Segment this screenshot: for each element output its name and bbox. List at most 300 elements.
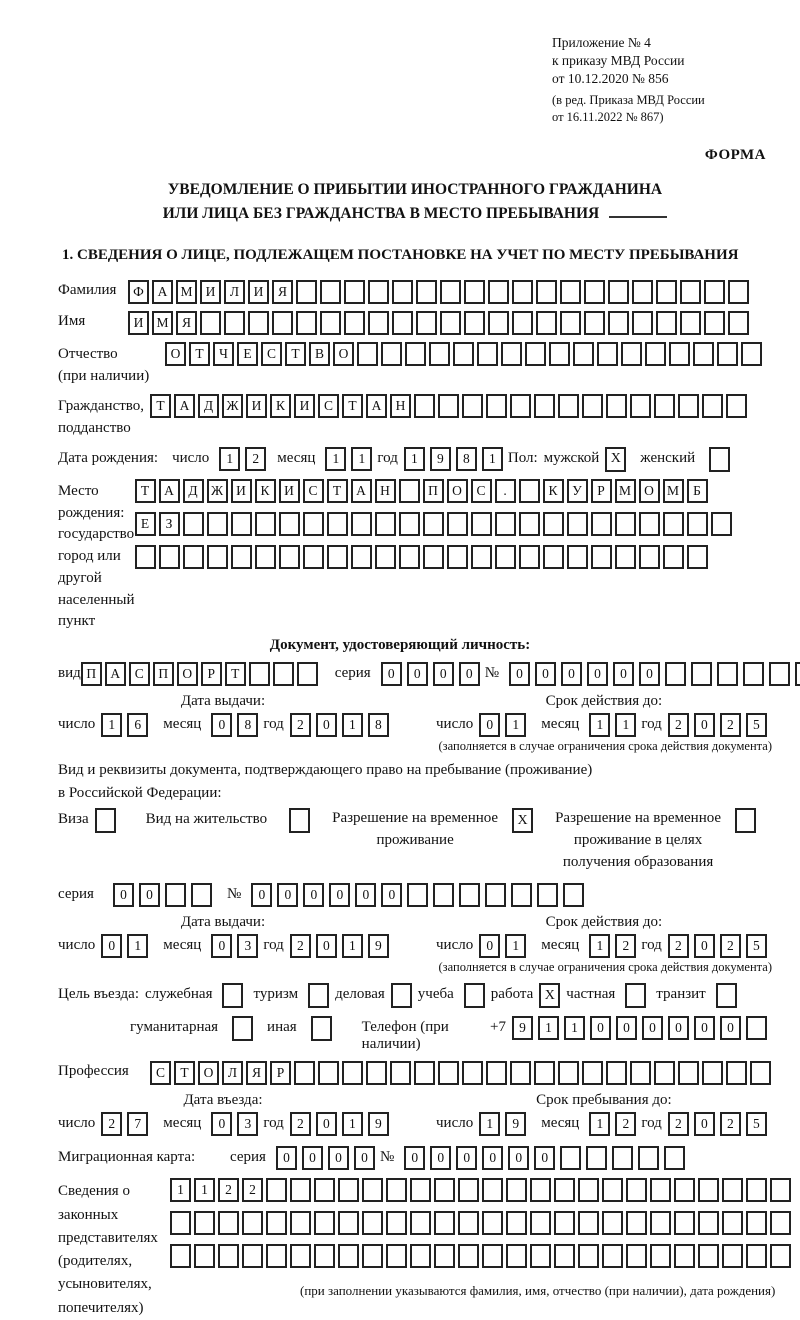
form-char-cell[interactable]: Я xyxy=(272,280,293,304)
form-char-cell[interactable] xyxy=(399,479,420,503)
form-char-cell[interactable]: Ч xyxy=(213,342,234,366)
form-char-cell[interactable]: Т xyxy=(327,479,348,503)
form-char-cell[interactable]: 2 xyxy=(720,934,741,958)
form-char-cell[interactable]: И xyxy=(200,280,221,304)
form-char-cell[interactable] xyxy=(410,1211,431,1235)
form-char-cell[interactable]: 0 xyxy=(479,713,500,737)
form-char-cell[interactable] xyxy=(750,1061,771,1085)
form-char-cell[interactable]: О xyxy=(447,479,468,503)
form-char-cell[interactable]: 0 xyxy=(642,1016,663,1040)
form-char-cell[interactable] xyxy=(525,342,546,366)
form-char-cell[interactable]: Л xyxy=(224,280,245,304)
form-char-cell[interactable]: Р xyxy=(201,662,222,686)
form-char-cell[interactable]: 2 xyxy=(720,1112,741,1136)
form-char-cell[interactable] xyxy=(717,662,738,686)
form-char-cell[interactable]: 1 xyxy=(127,934,148,958)
form-char-cell[interactable]: 0 xyxy=(459,662,480,686)
form-char-cell[interactable] xyxy=(530,1211,551,1235)
form-char-cell[interactable]: 2 xyxy=(668,934,689,958)
form-char-cell[interactable]: 0 xyxy=(404,1146,425,1170)
form-char-cell[interactable]: 0 xyxy=(407,662,428,686)
form-char-cell[interactable]: 0 xyxy=(113,883,134,907)
form-char-cell[interactable]: 1 xyxy=(170,1178,191,1202)
form-char-cell[interactable] xyxy=(362,1244,383,1268)
form-char-cell[interactable] xyxy=(458,1244,479,1268)
form-char-cell[interactable] xyxy=(693,342,714,366)
form-char-cell[interactable]: 8 xyxy=(368,713,389,737)
form-char-cell[interactable] xyxy=(554,1244,575,1268)
form-char-cell[interactable] xyxy=(597,342,618,366)
form-char-cell[interactable] xyxy=(645,342,666,366)
form-char-cell[interactable] xyxy=(534,394,555,418)
form-char-cell[interactable] xyxy=(506,1178,527,1202)
form-char-cell[interactable] xyxy=(698,1244,719,1268)
form-char-cell[interactable] xyxy=(663,545,684,569)
form-char-cell[interactable]: С xyxy=(471,479,492,503)
form-char-cell[interactable] xyxy=(249,662,270,686)
form-char-cell[interactable] xyxy=(591,512,612,536)
form-char-cell[interactable] xyxy=(506,1244,527,1268)
form-char-cell[interactable]: 0 xyxy=(430,1146,451,1170)
form-char-cell[interactable] xyxy=(488,311,509,335)
form-char-cell[interactable]: 0 xyxy=(535,662,556,686)
form-char-cell[interactable] xyxy=(602,1244,623,1268)
form-char-cell[interactable] xyxy=(486,1061,507,1085)
form-char-cell[interactable] xyxy=(338,1211,359,1235)
form-char-cell[interactable] xyxy=(626,1244,647,1268)
form-char-cell[interactable] xyxy=(511,883,532,907)
form-char-cell[interactable]: 0 xyxy=(303,883,324,907)
form-char-cell[interactable] xyxy=(543,545,564,569)
form-char-cell[interactable]: Д xyxy=(183,479,204,503)
form-char-cell[interactable]: И xyxy=(248,280,269,304)
form-char-cell[interactable] xyxy=(621,342,642,366)
form-char-cell[interactable]: 0 xyxy=(639,662,660,686)
form-char-cell[interactable] xyxy=(294,1061,315,1085)
form-char-cell[interactable]: 0 xyxy=(139,883,160,907)
form-char-cell[interactable] xyxy=(578,1211,599,1235)
form-char-cell[interactable]: 2 xyxy=(668,1112,689,1136)
form-char-cell[interactable] xyxy=(362,1178,383,1202)
form-char-cell[interactable] xyxy=(680,280,701,304)
form-char-cell[interactable] xyxy=(728,280,749,304)
form-char-cell[interactable] xyxy=(746,1016,767,1040)
form-char-cell[interactable]: А xyxy=(105,662,126,686)
form-char-cell[interactable]: 0 xyxy=(508,1146,529,1170)
form-char-cell[interactable]: 8 xyxy=(237,713,258,737)
purpose-work-checkbox[interactable]: X xyxy=(539,983,560,1008)
form-char-cell[interactable] xyxy=(344,311,365,335)
form-char-cell[interactable] xyxy=(392,311,413,335)
form-char-cell[interactable] xyxy=(386,1244,407,1268)
form-char-cell[interactable] xyxy=(554,1211,575,1235)
form-char-cell[interactable]: З xyxy=(159,512,180,536)
form-char-cell[interactable] xyxy=(510,394,531,418)
form-char-cell[interactable] xyxy=(399,545,420,569)
form-char-cell[interactable]: А xyxy=(351,479,372,503)
form-char-cell[interactable] xyxy=(447,545,468,569)
form-char-cell[interactable] xyxy=(434,1211,455,1235)
form-char-cell[interactable] xyxy=(327,545,348,569)
form-char-cell[interactable] xyxy=(433,883,454,907)
form-char-cell[interactable]: П xyxy=(81,662,102,686)
form-char-cell[interactable]: 1 xyxy=(325,447,346,471)
form-char-cell[interactable] xyxy=(639,545,660,569)
form-char-cell[interactable] xyxy=(558,1061,579,1085)
form-char-cell[interactable]: 0 xyxy=(316,713,337,737)
form-char-cell[interactable] xyxy=(318,1061,339,1085)
form-char-cell[interactable] xyxy=(650,1178,671,1202)
form-char-cell[interactable] xyxy=(726,1061,747,1085)
form-char-cell[interactable] xyxy=(678,394,699,418)
form-char-cell[interactable] xyxy=(495,512,516,536)
form-char-cell[interactable] xyxy=(486,394,507,418)
form-char-cell[interactable]: Н xyxy=(390,394,411,418)
form-char-cell[interactable]: С xyxy=(150,1061,171,1085)
form-char-cell[interactable] xyxy=(381,342,402,366)
form-char-cell[interactable] xyxy=(591,545,612,569)
form-char-cell[interactable] xyxy=(290,1211,311,1235)
form-char-cell[interactable]: 1 xyxy=(101,713,122,737)
form-char-cell[interactable] xyxy=(231,545,252,569)
form-char-cell[interactable]: 2 xyxy=(218,1178,239,1202)
form-char-cell[interactable]: 1 xyxy=(479,1112,500,1136)
form-char-cell[interactable]: 1 xyxy=(505,934,526,958)
form-char-cell[interactable] xyxy=(536,311,557,335)
form-char-cell[interactable]: 1 xyxy=(589,1112,610,1136)
form-char-cell[interactable]: 2 xyxy=(101,1112,122,1136)
form-char-cell[interactable]: 2 xyxy=(242,1178,263,1202)
form-char-cell[interactable]: Л xyxy=(222,1061,243,1085)
form-char-cell[interactable]: С xyxy=(318,394,339,418)
form-char-cell[interactable] xyxy=(453,342,474,366)
form-char-cell[interactable]: 0 xyxy=(381,662,402,686)
form-char-cell[interactable] xyxy=(207,545,228,569)
form-char-cell[interactable] xyxy=(368,311,389,335)
form-char-cell[interactable] xyxy=(279,545,300,569)
form-char-cell[interactable] xyxy=(769,662,790,686)
form-char-cell[interactable] xyxy=(170,1244,191,1268)
form-char-cell[interactable] xyxy=(194,1211,215,1235)
form-char-cell[interactable]: А xyxy=(152,280,173,304)
form-char-cell[interactable] xyxy=(429,342,450,366)
form-char-cell[interactable] xyxy=(462,1061,483,1085)
form-char-cell[interactable] xyxy=(392,280,413,304)
form-char-cell[interactable] xyxy=(464,280,485,304)
form-char-cell[interactable] xyxy=(357,342,378,366)
form-char-cell[interactable] xyxy=(702,394,723,418)
form-char-cell[interactable] xyxy=(770,1211,791,1235)
form-char-cell[interactable] xyxy=(626,1211,647,1235)
form-char-cell[interactable] xyxy=(200,311,221,335)
purpose-humanitarian-checkbox[interactable] xyxy=(232,1016,253,1041)
form-char-cell[interactable]: 1 xyxy=(342,934,363,958)
form-char-cell[interactable] xyxy=(320,280,341,304)
form-char-cell[interactable] xyxy=(687,512,708,536)
form-char-cell[interactable] xyxy=(303,512,324,536)
form-char-cell[interactable] xyxy=(650,1244,671,1268)
form-char-cell[interactable] xyxy=(314,1211,335,1235)
form-char-cell[interactable]: 9 xyxy=(430,447,451,471)
form-char-cell[interactable] xyxy=(704,280,725,304)
form-char-cell[interactable] xyxy=(224,311,245,335)
form-char-cell[interactable] xyxy=(615,545,636,569)
form-char-cell[interactable] xyxy=(390,1061,411,1085)
form-char-cell[interactable] xyxy=(537,883,558,907)
form-char-cell[interactable]: А xyxy=(174,394,195,418)
form-char-cell[interactable]: 0 xyxy=(613,662,634,686)
form-char-cell[interactable]: 0 xyxy=(694,934,715,958)
purpose-study-checkbox[interactable] xyxy=(464,983,485,1008)
form-char-cell[interactable] xyxy=(630,394,651,418)
form-char-cell[interactable] xyxy=(680,311,701,335)
form-char-cell[interactable]: 0 xyxy=(616,1016,637,1040)
form-char-cell[interactable]: Н xyxy=(375,479,396,503)
form-char-cell[interactable]: Б xyxy=(687,479,708,503)
form-char-cell[interactable] xyxy=(665,662,686,686)
form-char-cell[interactable] xyxy=(608,280,629,304)
form-char-cell[interactable] xyxy=(512,311,533,335)
form-char-cell[interactable] xyxy=(795,662,800,686)
form-char-cell[interactable]: 1 xyxy=(538,1016,559,1040)
form-char-cell[interactable]: 2 xyxy=(290,713,311,737)
form-char-cell[interactable] xyxy=(183,545,204,569)
form-char-cell[interactable]: Ж xyxy=(207,479,228,503)
form-char-cell[interactable] xyxy=(342,1061,363,1085)
form-char-cell[interactable] xyxy=(728,311,749,335)
form-char-cell[interactable]: 0 xyxy=(211,713,232,737)
form-char-cell[interactable] xyxy=(674,1211,695,1235)
form-char-cell[interactable] xyxy=(482,1211,503,1235)
form-char-cell[interactable] xyxy=(338,1244,359,1268)
form-char-cell[interactable] xyxy=(746,1244,767,1268)
purpose-private-checkbox[interactable] xyxy=(625,983,646,1008)
form-char-cell[interactable]: И xyxy=(294,394,315,418)
form-char-cell[interactable] xyxy=(279,512,300,536)
form-char-cell[interactable]: К xyxy=(270,394,291,418)
form-char-cell[interactable] xyxy=(519,545,540,569)
form-char-cell[interactable] xyxy=(536,280,557,304)
form-char-cell[interactable]: 0 xyxy=(251,883,272,907)
form-char-cell[interactable]: 9 xyxy=(505,1112,526,1136)
form-char-cell[interactable]: Е xyxy=(237,342,258,366)
form-char-cell[interactable]: 1 xyxy=(351,447,372,471)
form-char-cell[interactable] xyxy=(338,1178,359,1202)
form-char-cell[interactable] xyxy=(375,512,396,536)
form-char-cell[interactable]: 9 xyxy=(368,1112,389,1136)
form-char-cell[interactable] xyxy=(366,1061,387,1085)
form-char-cell[interactable]: О xyxy=(198,1061,219,1085)
form-char-cell[interactable] xyxy=(606,1061,627,1085)
form-char-cell[interactable]: 0 xyxy=(587,662,608,686)
form-char-cell[interactable] xyxy=(586,1146,607,1170)
form-char-cell[interactable] xyxy=(584,280,605,304)
form-char-cell[interactable]: М xyxy=(152,311,173,335)
form-char-cell[interactable] xyxy=(231,512,252,536)
form-char-cell[interactable] xyxy=(273,662,294,686)
form-char-cell[interactable]: 0 xyxy=(509,662,530,686)
form-char-cell[interactable] xyxy=(165,883,186,907)
form-char-cell[interactable]: Т xyxy=(150,394,171,418)
temp-residence-education-checkbox[interactable] xyxy=(735,808,756,833)
form-char-cell[interactable]: С xyxy=(261,342,282,366)
form-char-cell[interactable] xyxy=(664,1146,685,1170)
form-char-cell[interactable] xyxy=(434,1244,455,1268)
form-char-cell[interactable]: 0 xyxy=(534,1146,555,1170)
form-char-cell[interactable] xyxy=(462,394,483,418)
form-char-cell[interactable] xyxy=(678,1061,699,1085)
form-char-cell[interactable] xyxy=(399,512,420,536)
form-char-cell[interactable] xyxy=(255,545,276,569)
form-char-cell[interactable]: Т xyxy=(174,1061,195,1085)
form-char-cell[interactable] xyxy=(423,545,444,569)
form-char-cell[interactable] xyxy=(632,311,653,335)
form-char-cell[interactable] xyxy=(639,512,660,536)
form-char-cell[interactable] xyxy=(560,280,581,304)
form-char-cell[interactable]: 0 xyxy=(720,1016,741,1040)
form-char-cell[interactable] xyxy=(207,512,228,536)
form-char-cell[interactable] xyxy=(170,1211,191,1235)
form-char-cell[interactable] xyxy=(573,342,594,366)
form-char-cell[interactable] xyxy=(656,280,677,304)
form-char-cell[interactable]: 0 xyxy=(277,883,298,907)
form-char-cell[interactable]: В xyxy=(309,342,330,366)
form-char-cell[interactable] xyxy=(663,512,684,536)
form-char-cell[interactable]: 1 xyxy=(589,713,610,737)
form-char-cell[interactable]: Т xyxy=(285,342,306,366)
form-char-cell[interactable] xyxy=(482,1244,503,1268)
visa-checkbox[interactable] xyxy=(95,808,116,833)
form-char-cell[interactable]: 0 xyxy=(479,934,500,958)
form-char-cell[interactable] xyxy=(549,342,570,366)
form-char-cell[interactable] xyxy=(632,280,653,304)
form-char-cell[interactable]: 2 xyxy=(668,713,689,737)
form-char-cell[interactable]: 1 xyxy=(342,1112,363,1136)
form-char-cell[interactable]: 7 xyxy=(127,1112,148,1136)
form-char-cell[interactable] xyxy=(414,394,435,418)
form-char-cell[interactable]: 9 xyxy=(368,934,389,958)
form-char-cell[interactable]: 5 xyxy=(746,934,767,958)
form-char-cell[interactable]: И xyxy=(279,479,300,503)
form-char-cell[interactable] xyxy=(656,311,677,335)
form-char-cell[interactable] xyxy=(746,1211,767,1235)
form-char-cell[interactable] xyxy=(495,545,516,569)
form-char-cell[interactable]: 0 xyxy=(316,934,337,958)
form-char-cell[interactable] xyxy=(530,1244,551,1268)
form-char-cell[interactable] xyxy=(351,512,372,536)
form-char-cell[interactable]: Ж xyxy=(222,394,243,418)
form-char-cell[interactable] xyxy=(654,1061,675,1085)
form-char-cell[interactable] xyxy=(440,311,461,335)
form-char-cell[interactable] xyxy=(698,1178,719,1202)
form-char-cell[interactable] xyxy=(650,1211,671,1235)
form-char-cell[interactable]: Я xyxy=(176,311,197,335)
form-char-cell[interactable] xyxy=(512,280,533,304)
form-char-cell[interactable] xyxy=(506,1211,527,1235)
form-char-cell[interactable] xyxy=(344,280,365,304)
form-char-cell[interactable] xyxy=(416,311,437,335)
form-char-cell[interactable]: А xyxy=(366,394,387,418)
form-char-cell[interactable]: И xyxy=(246,394,267,418)
form-char-cell[interactable] xyxy=(458,1178,479,1202)
form-char-cell[interactable]: К xyxy=(255,479,276,503)
form-char-cell[interactable]: И xyxy=(231,479,252,503)
form-char-cell[interactable] xyxy=(218,1211,239,1235)
form-char-cell[interactable]: 0 xyxy=(316,1112,337,1136)
form-char-cell[interactable]: . xyxy=(495,479,516,503)
form-char-cell[interactable] xyxy=(447,512,468,536)
form-char-cell[interactable] xyxy=(272,311,293,335)
form-char-cell[interactable]: 0 xyxy=(211,934,232,958)
form-char-cell[interactable] xyxy=(691,662,712,686)
form-char-cell[interactable] xyxy=(726,394,747,418)
purpose-official-checkbox[interactable] xyxy=(222,983,243,1008)
form-char-cell[interactable]: 3 xyxy=(237,1112,258,1136)
sex-male-checkbox[interactable]: X xyxy=(605,447,626,472)
form-char-cell[interactable] xyxy=(741,342,762,366)
form-char-cell[interactable]: 8 xyxy=(456,447,477,471)
form-char-cell[interactable] xyxy=(558,394,579,418)
form-char-cell[interactable] xyxy=(248,311,269,335)
form-char-cell[interactable]: С xyxy=(129,662,150,686)
form-char-cell[interactable]: Т xyxy=(135,479,156,503)
form-char-cell[interactable]: 9 xyxy=(512,1016,533,1040)
form-char-cell[interactable] xyxy=(459,883,480,907)
form-char-cell[interactable]: 0 xyxy=(590,1016,611,1040)
form-char-cell[interactable]: 2 xyxy=(720,713,741,737)
form-char-cell[interactable]: 1 xyxy=(342,713,363,737)
form-char-cell[interactable] xyxy=(698,1211,719,1235)
form-char-cell[interactable]: Д xyxy=(198,394,219,418)
sex-female-checkbox[interactable] xyxy=(709,447,730,472)
purpose-transit-checkbox[interactable] xyxy=(716,983,737,1008)
form-char-cell[interactable]: 5 xyxy=(746,1112,767,1136)
form-char-cell[interactable]: П xyxy=(423,479,444,503)
form-char-cell[interactable] xyxy=(414,1061,435,1085)
form-char-cell[interactable] xyxy=(578,1178,599,1202)
purpose-tourism-checkbox[interactable] xyxy=(308,983,329,1008)
form-char-cell[interactable]: 0 xyxy=(302,1146,323,1170)
form-char-cell[interactable] xyxy=(458,1211,479,1235)
form-char-cell[interactable]: А xyxy=(159,479,180,503)
form-char-cell[interactable]: У xyxy=(567,479,588,503)
form-char-cell[interactable] xyxy=(519,479,540,503)
form-char-cell[interactable] xyxy=(560,1146,581,1170)
form-char-cell[interactable]: 1 xyxy=(194,1178,215,1202)
form-char-cell[interactable] xyxy=(567,512,588,536)
temp-residence-checkbox[interactable]: X xyxy=(512,808,533,833)
form-char-cell[interactable] xyxy=(746,1178,767,1202)
form-char-cell[interactable] xyxy=(530,1178,551,1202)
form-char-cell[interactable]: 2 xyxy=(615,1112,636,1136)
residence-permit-checkbox[interactable] xyxy=(289,808,310,833)
form-char-cell[interactable]: 0 xyxy=(381,883,402,907)
form-char-cell[interactable]: 3 xyxy=(237,934,258,958)
form-char-cell[interactable] xyxy=(519,512,540,536)
form-char-cell[interactable]: 0 xyxy=(329,883,350,907)
form-char-cell[interactable]: 1 xyxy=(505,713,526,737)
form-char-cell[interactable] xyxy=(554,1178,575,1202)
form-char-cell[interactable] xyxy=(471,545,492,569)
purpose-business-checkbox[interactable] xyxy=(391,983,412,1008)
form-char-cell[interactable] xyxy=(560,311,581,335)
form-char-cell[interactable] xyxy=(669,342,690,366)
form-char-cell[interactable] xyxy=(296,311,317,335)
form-char-cell[interactable] xyxy=(702,1061,723,1085)
form-char-cell[interactable]: 2 xyxy=(290,934,311,958)
form-char-cell[interactable]: 0 xyxy=(328,1146,349,1170)
form-char-cell[interactable] xyxy=(722,1244,743,1268)
